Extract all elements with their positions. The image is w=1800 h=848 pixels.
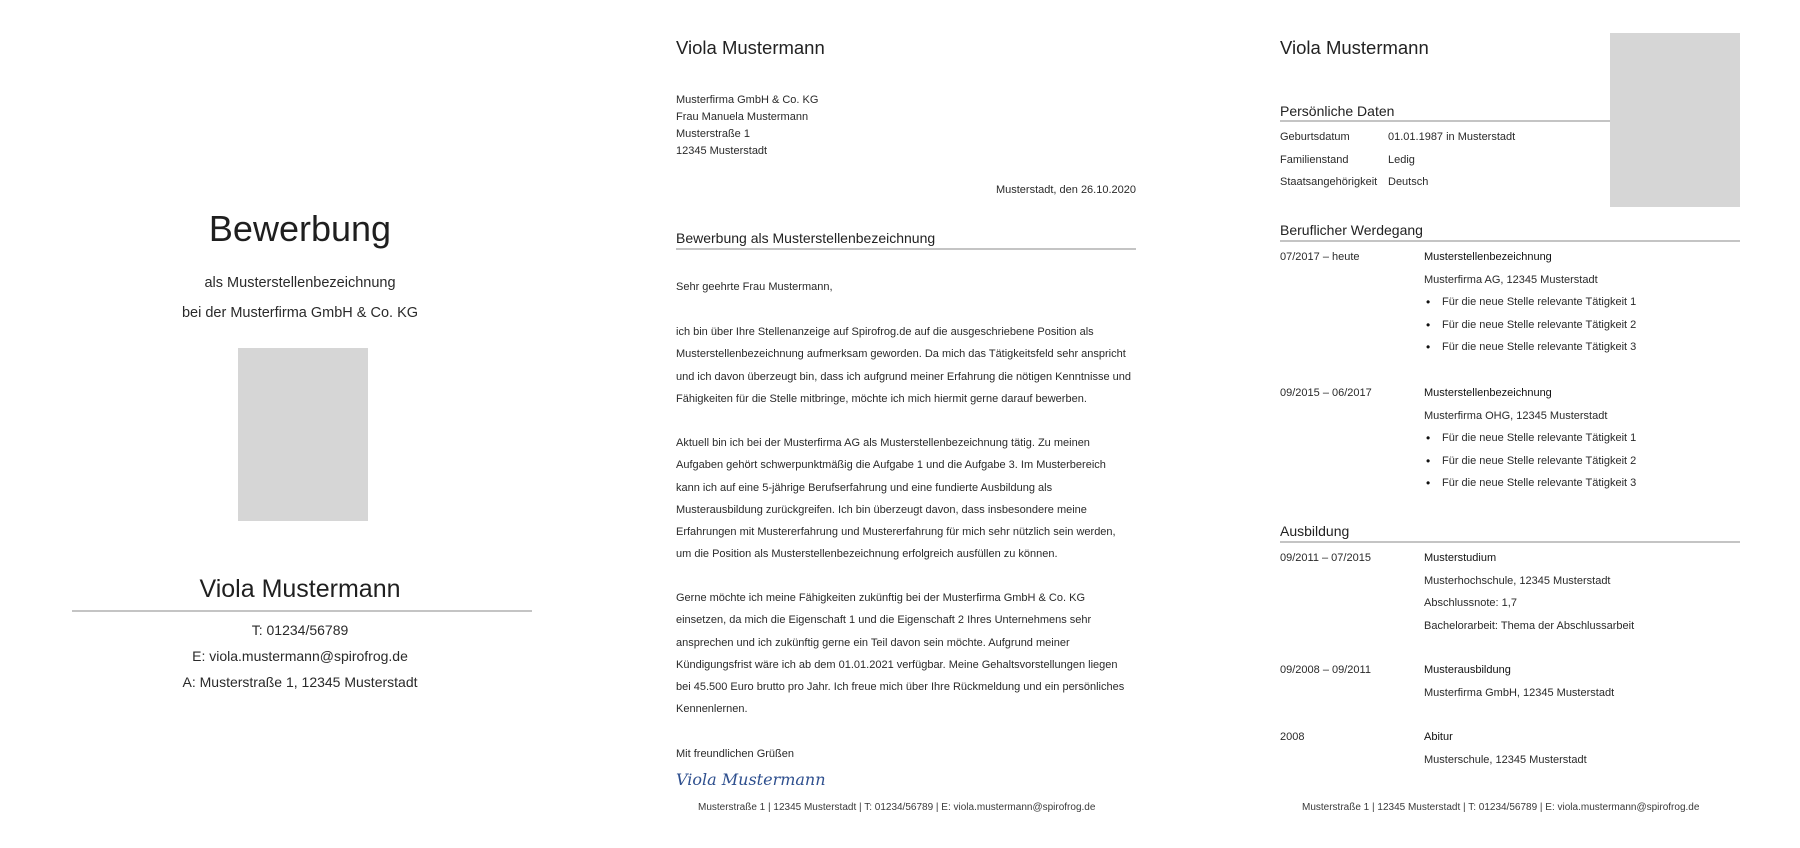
text-line: Aktuell bin ich bei der Musterfirma AG als Musterstellenbezeichnung tätig. Zu meinen: [676, 437, 1090, 449]
education-detail: Musterschule, 12345 Musterstadt: [1424, 753, 1587, 766]
personal-value: Deutsch: [1388, 176, 1429, 188]
text-line: kann ich auf eine 5-jährige Berufserfahrung und eine fundierte Ausbildung als: [676, 481, 1053, 494]
section-heading-education: Ausbildung: [1280, 523, 1350, 539]
education-detail: Musterhochschule, 12345 Musterstadt: [1424, 574, 1611, 587]
recipient-line: 12345 Musterstadt: [676, 145, 768, 157]
education-date: 09/2011 – 07/2015: [1280, 552, 1371, 564]
cv-photo-placeholder: [1610, 33, 1740, 207]
letter-date: Musterstadt, den 26.10.2020: [995, 184, 1136, 196]
text-line: bei 45.500 Euro brutto pro Jahr. Ich freue mich über Ihre Rückmeldung und ein persönliches: [676, 681, 1125, 694]
subject-divider: [676, 248, 1136, 250]
text-line: einsetzen, da mich die Eigenschaft 1 und die Eigenschaft 2 Ihres Unternehmens sehr: [676, 614, 1092, 627]
letter-paragraph: [676, 321, 1136, 410]
text-line: und ich davon überzeugt bin, dass ich aufgrund meiner Erfahrung die nötigen Kenntnisse und: [676, 370, 1131, 383]
career-bullet: • Für die neue Stelle relevante Tätigkeit 3: [1424, 477, 1740, 500]
text-line: um die Position als Musterstellenbezeichnung erfolgreich ausfüllen zu können.: [676, 548, 1058, 561]
education-date: 09/2008 – 09/2011: [1280, 664, 1371, 676]
text-line: Musterausbildung zurückgreifen. Ich bin überzeugt davon, dass insbesondere meine: [676, 503, 1087, 516]
education-detail: Abschlussnote: 1,7: [1424, 597, 1517, 610]
text-line: ansprechen und ich zukünftig gerne ein Teil davon sein möchte. Aufgrund meiner: [676, 636, 1070, 649]
career-bullet: • Für die neue Stelle relevante Tätigkeit 3: [1424, 341, 1740, 364]
section-heading-career: Beruflicher Werdegang: [1280, 222, 1423, 238]
recipient-line: Musterfirma GmbH & Co. KG: [676, 94, 819, 106]
letter-paragraph: [676, 432, 1136, 566]
text-line: ich bin über Ihre Stellenanzeige auf Spirofrog.de auf die ausgeschriebene Position als: [676, 326, 1094, 338]
career-date: 09/2015 – 06/2017: [1280, 387, 1372, 399]
personal-label: Geburtsdatum: [1280, 131, 1350, 143]
education-detail: Bachelorarbeit: Thema der Abschlussarbeit: [1424, 619, 1635, 632]
career-title: Musterstellenbezeichnung: [1424, 251, 1552, 263]
cover-divider: [72, 610, 532, 612]
personal-value: 01.01.1987 in Musterstadt: [1388, 131, 1516, 143]
career-bullet: • Für die neue Stelle relevante Tätigkeit 2: [1424, 455, 1740, 478]
handwritten-signature: Viola Mustermann: [676, 770, 826, 789]
text-line: Gerne möchte ich meine Fähigkeiten zukünftig bei der Musterfirma GmbH & Co. KG: [676, 592, 1086, 604]
section-divider: [1280, 120, 1610, 122]
education-title: Musterausbildung: [1424, 664, 1511, 676]
text-line: Kündigungsfrist wäre ich ab dem 01.01.2021 verfügbar. Meine Gehaltsvorstellungen liegen: [676, 658, 1118, 671]
career-company: Musterfirma AG, 12345 Musterstadt: [1424, 273, 1598, 286]
cover-letter-page: [676, 0, 1136, 848]
text-line: Erfahrungen mit Mustererfahrung und Mustererfahrung für mich sehr nützlich sein werden,: [676, 526, 1116, 539]
letter-paragraph: [676, 587, 1136, 721]
text-line: Kennenlernen.: [676, 703, 748, 716]
cv-footer: Musterstraße 1 | 12345 Musterstadt | T: 01234/56789 | E: viola.mustermann@spirofrog.de: [1302, 802, 1700, 813]
text-line: Fähigkeiten für die Stelle mitbringe, möchte ich mich hiermit gerne darauf bewerben.: [676, 392, 1087, 405]
cover-subtitle-company: bei der Musterfirma GmbH & Co. KG: [181, 305, 419, 321]
letter-salutation: Sehr geehrte Frau Mustermann,: [676, 281, 833, 293]
career-bullet: • Für die neue Stelle relevante Tätigkeit 2: [1424, 319, 1740, 342]
career-bullet: • Für die neue Stelle relevante Tätigkeit 1: [1424, 296, 1740, 319]
education-date: 2008: [1280, 731, 1305, 743]
cover-page: [60, 0, 540, 848]
letter-sender-name: Viola Mustermann: [676, 37, 825, 58]
section-divider: [1280, 240, 1740, 242]
letter-footer: Musterstraße 1 | 12345 Musterstadt | T: 01234/56789 | E: viola.mustermann@spirofrog.de: [698, 802, 1096, 813]
cover-subtitle-position: als Musterstellenbezeichnung: [204, 275, 396, 291]
text-line: Aufgaben gehört schwerpunktmäßig die Aufgabe 1 und die Aufgabe 3. Im Musterbereich: [676, 459, 1106, 472]
cover-email: E: viola.mustermann@spirofrog.de: [192, 648, 408, 664]
recipient-line: Musterstraße 1: [676, 128, 750, 140]
career-bullet: • Für die neue Stelle relevante Tätigkeit 1: [1424, 432, 1740, 455]
cover-applicant-name: Viola Mustermann: [199, 575, 401, 603]
letter-closing: Mit freundlichen Grüßen: [676, 748, 794, 760]
cv-page: [1280, 0, 1740, 848]
cv-name: Viola Mustermann: [1280, 37, 1429, 58]
cover-address: A: Musterstraße 1, 12345 Musterstadt: [182, 674, 418, 690]
education-title: Abitur: [1424, 731, 1453, 743]
career-company: Musterfirma OHG, 12345 Musterstadt: [1424, 409, 1608, 422]
letter-subject: Bewerbung als Musterstellenbezeichnung: [676, 230, 936, 246]
cover-title: Bewerbung: [208, 208, 392, 249]
text-line: Musterstellenbezeichnung aufmerksam geworden. Da mich das Tätigkeitsfeld sehr anspricht: [676, 348, 1126, 361]
personal-label: Staatsangehörigkeit: [1280, 176, 1378, 188]
cover-phone: T: 01234/56789: [251, 622, 349, 638]
career-date: 07/2017 – heute: [1280, 251, 1360, 263]
personal-label: Familienstand: [1280, 154, 1349, 166]
personal-value: Ledig: [1388, 154, 1415, 166]
recipient-line: Frau Manuela Mustermann: [676, 111, 809, 123]
education-title: Musterstudium: [1424, 552, 1497, 564]
section-divider: [1280, 541, 1740, 543]
section-heading-personal: Persönliche Daten: [1280, 103, 1395, 119]
career-title: Musterstellenbezeichnung: [1424, 387, 1552, 399]
cover-photo-placeholder: [238, 348, 368, 521]
education-detail: Musterfirma GmbH, 12345 Musterstadt: [1424, 686, 1615, 699]
